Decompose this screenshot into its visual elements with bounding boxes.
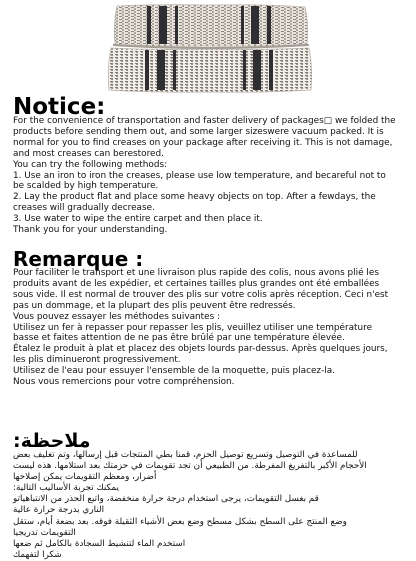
remarque-line: Étalez le produit à plat et placez des objets lourds par-dessus. Après quelques jours, (13, 344, 388, 355)
remarque-line: les plis diminueront progressivement. (13, 355, 181, 366)
folded-rug-photo (95, 4, 321, 94)
arabic-line: أضرار، ومعظم التقويمات يمكن إصلاحها (13, 472, 157, 483)
arabic-line: الأحجام الأكبر بالتفريغ المفرطة. من الطبيعي أن تجد تقويمات في حزمتك بعد استلامها. هذه ليست (13, 461, 367, 472)
notice-title: Notice: (13, 94, 106, 120)
notice-line: be scalded by high temperature. (13, 181, 159, 192)
notice-line: You can try the following methods: (13, 159, 168, 170)
remarque-line: Utilisez un fer à repasser pour repasser les plis, veuillez utiliser une température (13, 322, 373, 333)
notice-arabic-body (13, 450, 409, 561)
arabic-line: التقويمات تدريجيا (13, 527, 76, 538)
remarque-line: Utilisez de l'eau pour essuyer l'ensemble de la moquette, puis placez-la. (13, 366, 336, 377)
remarque-line: pas un dommage, et la plupart des plis peuvent être redressés. (13, 300, 296, 311)
notice-line: 2. Lay the product flat and place some heavy objects on top. After a fewdays, the (13, 192, 376, 203)
remarque-line: produits avant de les expédier, et certaines tailles plus grandes ont été emballées (13, 278, 380, 289)
notice-line: For the convenience of transportation and faster delivery of packages□ we folded the (13, 116, 396, 126)
arabic-line: قم بغسل التقويمات، يرجى استخدام درجة حرارة منخفضة، واتبع الحذر من الانتباهياتو (13, 494, 319, 505)
arabic-line: للمساعدة في التوصيل وتسريع توصيل الحزم، قمنا بطي المنتجات قبل إرسالها، وتم تغليف بعض (13, 450, 358, 460)
notice-english-body (13, 116, 409, 236)
notice-line: 3. Use water to wipe the entire carpet and then place it. (13, 214, 263, 225)
remarque-title: Remarque : (13, 247, 144, 271)
notice-line: Thank you for your understanding. (13, 225, 168, 236)
arabic-line: الناري بدرجة حرارة عالية (13, 505, 105, 516)
arabic-line: يمكنك تجربة الأساليب التالية: (13, 483, 119, 494)
remarque-line: Nous vous remercions pour votre compréhension. (13, 377, 235, 388)
folded-rug-illustration (95, 4, 321, 94)
arabic-line: شكرا لتفهمك (13, 549, 62, 560)
remarque-line: sous vide. Il est normal de trouver des plis sur votre colis après réception. Ceci n'est (13, 289, 389, 300)
remarque-line: basse et faites attention de ne pas être brûlé par une température élevée. (13, 333, 345, 344)
remarque-line: Vous pouvez essayer les méthodes suivantes : (13, 311, 221, 322)
arabic-line: وضع المنتج على السطح بشكل مسطح وضع بعض الأشياء الثقيلة فوقه. بعد بضعة أيام، ستقل (13, 516, 347, 527)
arabic-line: استخدم الماء لتنشيط السجادة بالكامل ثم ضعها (13, 538, 186, 549)
notice-line: creases will gradually decrease. (13, 203, 155, 214)
notice-french-body (13, 268, 409, 388)
notice-line: and most creases can berestored. (13, 148, 164, 159)
arabic-notice-title: ملاحظة: (13, 430, 91, 452)
notice-line: 1. Use an iron to iron the creases, please use low temperature, and becareful not to (13, 170, 386, 181)
notice-line: products before sending them out, and some larger sizeswere vacuum packed. It is (13, 126, 384, 137)
notice-line: normal for you to find creases on your package after receiving it. This is not damage, (13, 137, 393, 148)
remarque-line: Pour faciliter le transport et une livraison plus rapide des colis, nous avons plié les (13, 268, 379, 278)
